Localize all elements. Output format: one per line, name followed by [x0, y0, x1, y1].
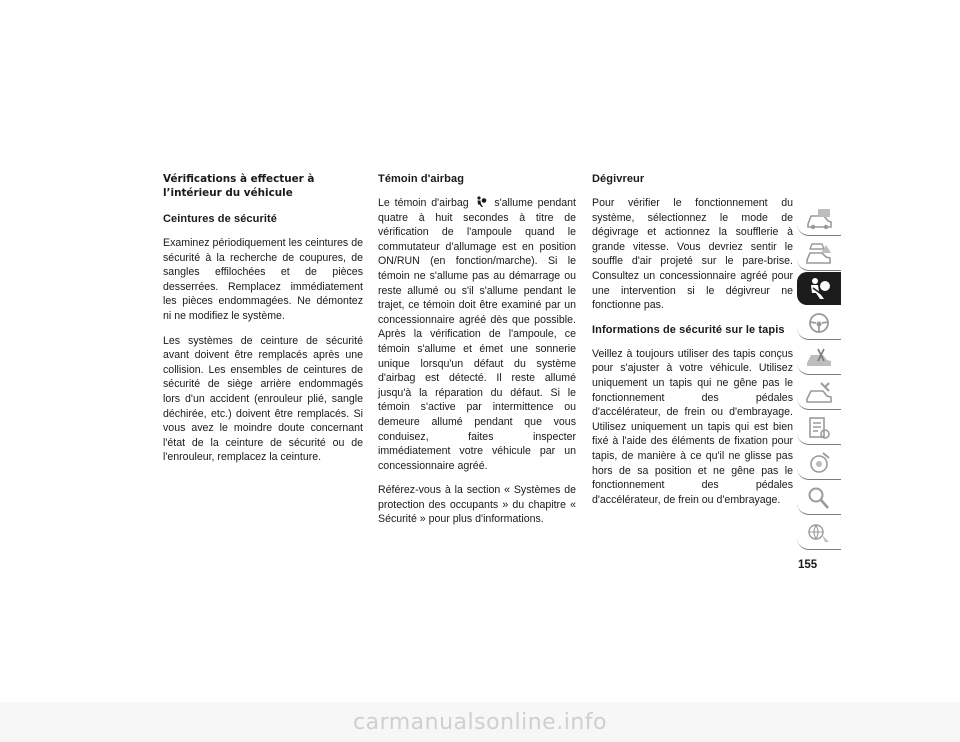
chapter-tabs — [797, 202, 841, 551]
column-right — [592, 172, 793, 517]
paragraph: Veillez à toujours utiliser des tapis conçus pour s'ajuster à votre véhicule. Utilisez uniquement un tapis qui ne gêne pas le fonctionnement des pédales d'accélérateur, de frein ou d'embrayage. Utilisez uniquement un tapis qui est bien fixé à l'aide des éléments de fixation pour tapis, de manière à ce qu'il ne glisse pas hors de sa position et ne gêne pas le fonctionnement des pédales d'accélérateur, de frein ou d'embrayage. — [592, 347, 793, 506]
tab-car-warning[interactable] — [797, 237, 841, 271]
page-number: 155 — [798, 559, 818, 571]
paragraph: Pour vérifier le fonctionnement du système, sélectionnez le mode de dégivrage et actionnez la soufflerie à grande vitesse. Vous devriez sentir le souffle d'air projeté sur le pare-brise. Consultez un concessionnaire agréé pour une intervention si le dégivreur ne fonctionne pas. — [592, 197, 793, 312]
airbag-warning-icon — [475, 196, 487, 208]
paragraph-start: Le témoin d'airbag — [378, 197, 469, 209]
search-icon — [804, 485, 834, 511]
paragraph: Référez-vous à la section « Systèmes de protection des occupants » du chapitre « Sécurité » pour plus d'informations. — [378, 484, 576, 526]
column-left — [163, 172, 363, 475]
car-warning-icon — [804, 241, 834, 267]
tab-maintenance-list[interactable] — [797, 411, 841, 445]
heading-airbag-light: Témoin d'airbag — [378, 173, 465, 185]
column-middle — [378, 172, 576, 537]
car-service-icon — [804, 380, 834, 406]
heading-defroster: Dégivreur — [592, 173, 645, 185]
tab-steering-wheel[interactable] — [797, 306, 841, 340]
tab-car-dashboard[interactable] — [797, 202, 841, 236]
tab-car-service[interactable] — [797, 376, 841, 410]
tab-language-index[interactable] — [797, 516, 841, 550]
maintenance-list-icon — [804, 415, 834, 441]
car-crash-icon — [804, 345, 834, 371]
tab-airbag-safety[interactable] — [797, 272, 841, 305]
tab-multimedia[interactable] — [797, 446, 841, 480]
steering-wheel-icon — [804, 310, 834, 336]
paragraph-airbag — [378, 196, 576, 473]
language-index-icon — [804, 520, 834, 546]
car-dashboard-icon — [804, 206, 834, 232]
section-title: Vérifications à effectuer à l’intérieur du véhicule — [163, 173, 315, 199]
paragraph: Les systèmes de ceinture de sécurité avant doivent être remplacés après une collision. Les ensembles de ceintures de sécurité de siège arrière endommagés lors d'un accident (enrouleur plié, sangle déchirée, etc.) doivent être remplacés. Si vous avez le moindre doute concernant l'état de la ceinture de sécurité ou de l'enrouleur, remplacez la ceinture. — [163, 334, 363, 464]
watermark — [0, 702, 960, 742]
heading-seat-belts: Ceintures de sécurité — [163, 213, 277, 225]
heading-floor-mat: Informations de sécurité sur le tapis — [592, 323, 785, 336]
paragraph: Examinez périodiquement les ceintures de sécurité à la recherche de coupures, de sangles effilochées et de pièces desserrées. Remplacez immédiatement les pièces endommagées. Ne démontez ni ne modifiez le système. — [163, 237, 363, 322]
multimedia-icon — [804, 450, 834, 476]
watermark-text: carmanualsonline.info — [353, 709, 607, 735]
tab-car-crash[interactable] — [797, 341, 841, 375]
paragraph-rest: s'allume pendant quatre à huit secondes à titre de vérification de l'ampoule quand le commutateur d'allumage est en position ON/RUN (en fonction/marche). Si le témoin ne s'allume pas au démarrage ou reste allumé ou s'il s'allume pendant le trajet, ce témoin doit être examiné par un concessionnaire agréé dès que possible. Après la vérification de l'ampoule, ce témoin s'allume et émet une sonnerie unique lorsqu'un défaut du système d'airbag est détecté. Il reste allumé jusqu'à la réparation du défaut. Si le témoin s'active par intermittence ou demeure allumé pendant que vous conduisez, faites inspecter immédiatement votre véhicule par un concessionnaire agréé. — [378, 197, 576, 472]
airbag-safety-icon — [804, 276, 834, 302]
tab-search[interactable] — [797, 481, 841, 515]
